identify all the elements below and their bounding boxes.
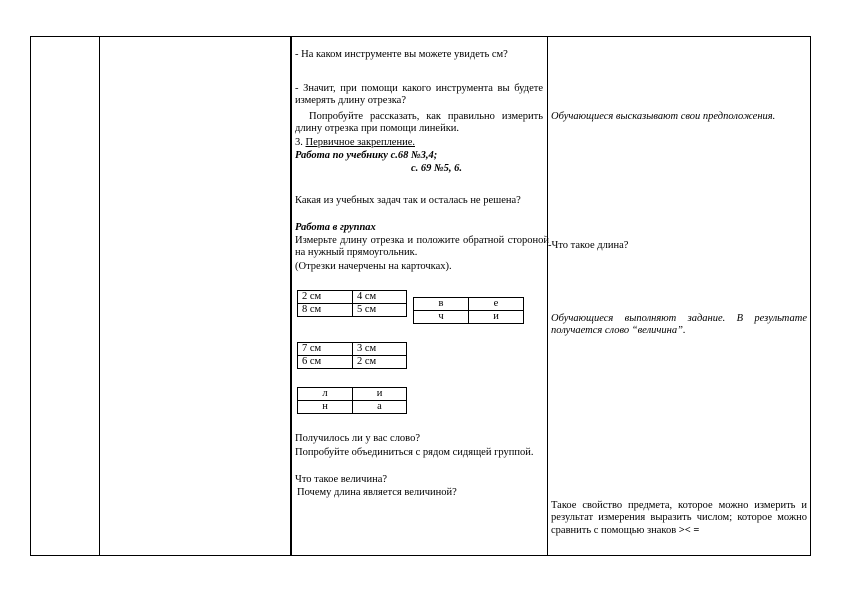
column-divider-3 — [547, 37, 548, 555]
table-row — [298, 304, 407, 317]
grid-cell: и — [353, 388, 407, 401]
grid-cell: е — [469, 298, 524, 311]
column-divider-2 — [290, 37, 292, 555]
grid-cell: 8 см — [298, 304, 353, 317]
letter-grid-2 — [297, 387, 407, 414]
table-row — [298, 291, 407, 304]
group-work-label: Работа в группах — [295, 222, 376, 233]
section-title: Первичное закрепление. — [305, 137, 415, 148]
section-number: 3. — [295, 137, 303, 148]
textbook-work-line-2: с. 69 №5, 6. — [410, 163, 462, 174]
teacher-question-7: Что такое величина? — [295, 474, 388, 485]
table-row — [298, 388, 407, 401]
grid-cell: а — [353, 401, 407, 414]
grid-cell: 5 см — [353, 304, 407, 317]
student-response-4-text: Такое свойство предмета, которое можно измерить и результат измерения выразить числом; которое можно сравнить с помощью знаков — [551, 500, 807, 536]
grid-cell: 6 см — [298, 356, 353, 369]
teacher-question-5: Получилось ли у вас слово? — [295, 433, 420, 444]
teacher-question-3: Попробуйте рассказать, как правильно измерить длину отрезка при помощи линейки. — [295, 111, 543, 135]
grid-cell: л — [298, 388, 353, 401]
grid-cell: в — [414, 298, 469, 311]
group-task-instruction: Измерьте длину отрезка и положите обратной стороной на нужный прямоугольник. — [295, 235, 549, 259]
student-response-2: -Что такое длина? — [548, 240, 629, 251]
teacher-question-2: - Значит, при помощи какого инструмента вы будете измерять длину отрезка? — [295, 83, 543, 107]
section-heading — [295, 137, 543, 149]
student-response-3: Обучающиеся выполняют задание. В результате получается слово “величина”. — [551, 313, 807, 337]
grid-cell: ч — [414, 311, 469, 324]
student-response-4 — [551, 500, 807, 537]
lesson-table — [30, 36, 811, 556]
letter-grid-1 — [413, 297, 524, 324]
teacher-question-1: - На каком инструменте вы можете увидеть см? — [295, 49, 508, 60]
teacher-question-6: Попробуйте объединиться с рядом сидящей группой. — [295, 447, 534, 458]
group-task-note: (Отрезки начерчены на карточках). — [295, 261, 452, 272]
grid-cell: и — [469, 311, 524, 324]
column-divider-1 — [99, 37, 100, 555]
student-response-1: Обучающиеся высказывают свои предположения. — [551, 111, 776, 122]
table-row — [298, 356, 407, 369]
table-row — [414, 298, 524, 311]
table-row — [298, 343, 407, 356]
grid-cell: 2 см — [353, 356, 407, 369]
cm-grid-2 — [297, 342, 407, 369]
comparison-signs: >< = — [676, 524, 700, 536]
teacher-question-4: Какая из учебных задач так и осталась не решена? — [295, 195, 521, 206]
grid-cell: 2 см — [298, 291, 353, 304]
table-row — [414, 311, 524, 324]
textbook-work-line-1: Работа по учебнику с.68 №3,4; — [295, 150, 438, 161]
table-row — [298, 401, 407, 414]
teacher-question-8: Почему длина является величиной? — [297, 487, 457, 498]
grid-cell: 7 см — [298, 343, 353, 356]
grid-cell: н — [298, 401, 353, 414]
grid-cell: 3 см — [353, 343, 407, 356]
grid-cell: 4 см — [353, 291, 407, 304]
cm-grid-1 — [297, 290, 407, 317]
